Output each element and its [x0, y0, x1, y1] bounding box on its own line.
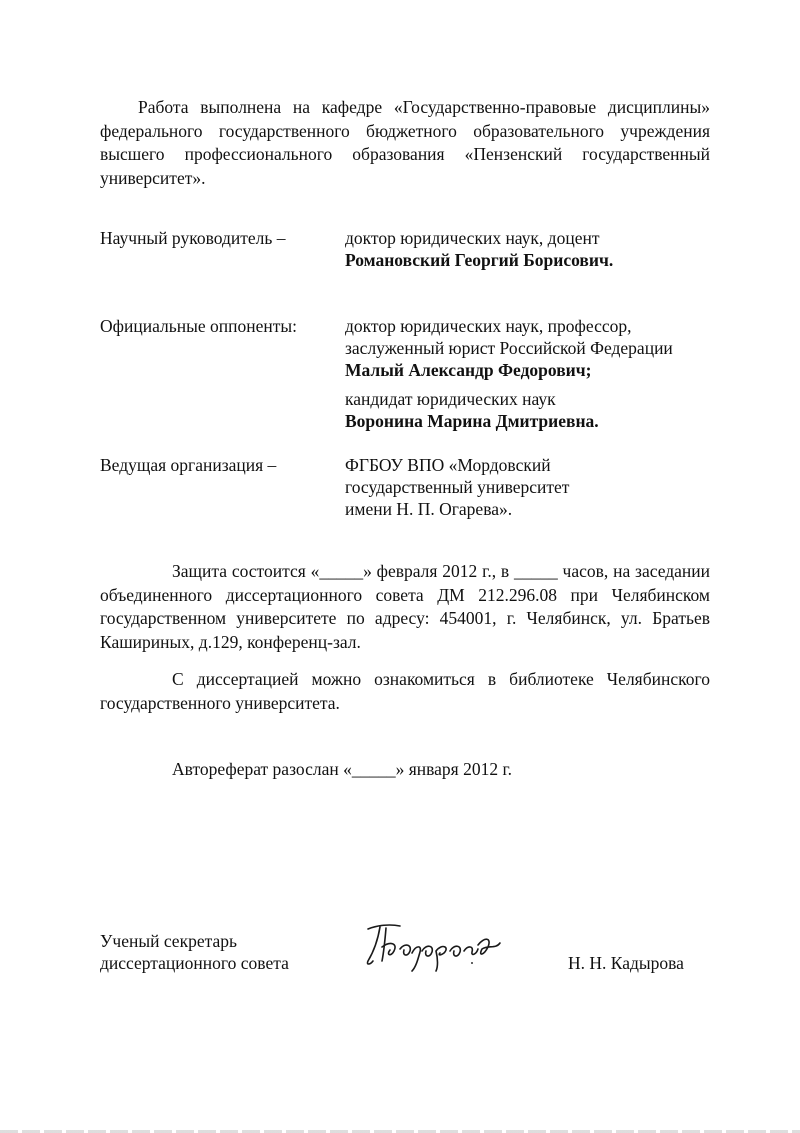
- supervisor-label: Научный руководитель –: [100, 228, 286, 248]
- secretary-title-line-2: диссертационного совета: [100, 953, 289, 973]
- opponent-1-degree: доктор юридических наук, профессор,: [345, 316, 632, 336]
- leading-org-line-2: государственный университет: [345, 477, 570, 497]
- defense-paragraph: Защита состоится «_____» февраля 2012 г., в _____ часов, на заседании объединенного диссертационного совета ДМ 212.296.08 при Челябинском государственном университете по адресу: 454001, г. Челябинск, ул. Братьев Кашириных, д.129, конференц-зал.: [100, 561, 710, 652]
- leading-org-line-1: ФГБОУ ВПО «Мордовский: [345, 455, 551, 475]
- library-paragraph: С диссертацией можно ознакомиться в библиотеке Челябинского государственного университета.: [100, 669, 710, 713]
- secretary-title-line-1: Ученый секретарь: [100, 931, 237, 951]
- supervisor-name: Романовский Георгий Борисович.: [345, 250, 614, 270]
- opponent-1-name: Малый Александр Федорович;: [345, 360, 592, 380]
- supervisor-degree: доктор юридических наук, доцент: [345, 228, 600, 248]
- opponent-1-title: заслуженный юрист Российской Федерации: [345, 338, 673, 358]
- opponent-2-name: Воронина Марина Дмитриевна.: [345, 411, 599, 431]
- leading-org-label: Ведущая организация –: [100, 455, 277, 475]
- secretary-name: Н. Н. Кадырова: [568, 953, 684, 973]
- intro-paragraph: Работа выполнена на кафедре «Государственно-правовые дисциплины» федерального государственного бюджетного образовательного учреждения высшего профессионального образования «Пензенский государственный университет».: [100, 97, 710, 188]
- opponent-2-degree: кандидат юридических наук: [345, 389, 556, 409]
- mailing-date: Автореферат разослан «_____» января 2012 г.: [172, 759, 513, 779]
- leading-org-line-3: имени Н. П. Огарева».: [345, 499, 513, 519]
- opponents-label: Официальные оппоненты:: [100, 316, 297, 336]
- signature-icon: [360, 915, 510, 975]
